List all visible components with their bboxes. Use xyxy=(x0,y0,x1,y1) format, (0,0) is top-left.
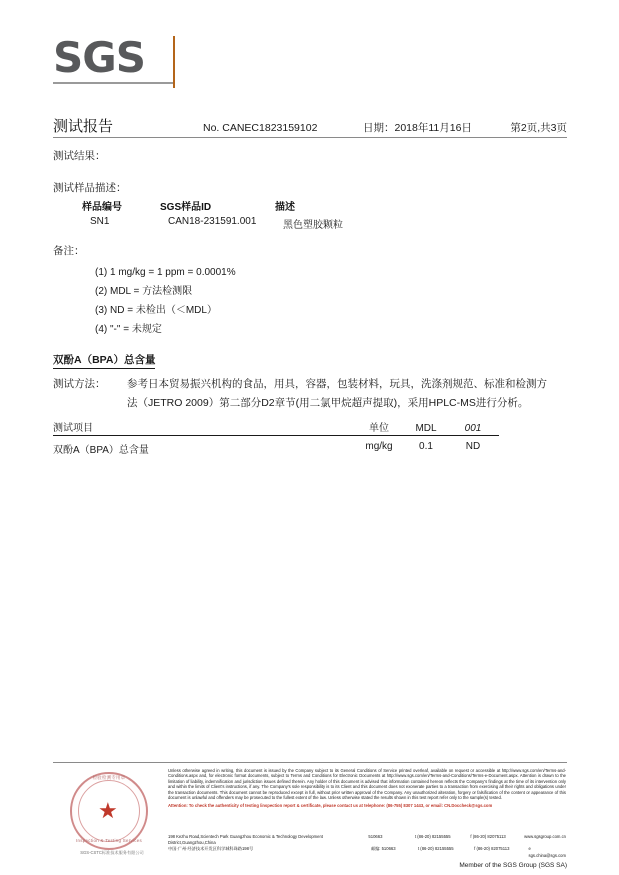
stamp-arc-bottom-text: Inspection & Testing Services xyxy=(76,838,142,843)
cell-sgs-sample-id: CAN18-231591.001 xyxy=(168,216,257,227)
address-cn: 中国·广州·经济技术开发区科学城科珠路198号 xyxy=(168,846,254,852)
col-sgs-sample-id: SGS样品ID xyxy=(160,202,212,213)
legal-attention[interactable]: Attention: To check the authenticity of testing /inspection report & certificate, please contact us at telephone: (86-755) 8307 1443, or email: CN.Doccheck@sgs.com xyxy=(168,803,493,809)
stamp-caption-left: SGS-CSTC标准技术服务有限公司 xyxy=(80,850,144,855)
official-stamp xyxy=(62,770,166,862)
footer-address xyxy=(168,834,566,859)
sample-table-header xyxy=(82,198,552,213)
report-number: No. CANEC1823159102 xyxy=(203,122,318,134)
logo-block xyxy=(53,33,173,84)
logo-accent-bar xyxy=(173,36,175,88)
address-row-cn xyxy=(168,846,566,858)
legal-notice xyxy=(168,768,566,809)
tel-en: t (86-20) 82155555 xyxy=(414,834,451,839)
cell-unit: mg/kg xyxy=(365,441,393,452)
col-description: 描述 xyxy=(275,202,295,213)
col-sample-no: 样品编号 xyxy=(82,202,122,213)
logo-underline xyxy=(53,82,173,84)
zip-cn: 邮编: 510663 xyxy=(370,846,396,852)
result-label: 测试结果： xyxy=(53,150,106,162)
col-sample-001: 001 xyxy=(447,423,499,436)
cell-result: ND xyxy=(465,441,481,452)
list-item: (1) 1 mg/kg = 1 ppm = 0.0001% xyxy=(95,267,236,278)
list-item: (2) MDL = 方法检测限 xyxy=(95,286,193,297)
report-header-row xyxy=(53,115,567,136)
section-title-bpa: 双酚A（BPA）总含量 xyxy=(53,352,155,369)
report-date: 日期：2018年11月16日 xyxy=(363,122,472,134)
page-number: 第2页,共3页 xyxy=(510,122,567,134)
results-table-header xyxy=(53,419,553,436)
cell-sample-no: SN1 xyxy=(90,216,110,227)
results-table xyxy=(53,419,553,456)
fax-cn: f (86-20) 82075113 xyxy=(474,846,510,852)
sample-table xyxy=(82,198,552,231)
member-note: Member of the SGS Group (SGS SA) xyxy=(459,862,567,869)
col-unit: 单位 xyxy=(353,419,405,436)
address-en: 198 Kezhu Road,Scientech Park Guangzhou Economic & Technology Development District,Guangzhou,China xyxy=(168,834,323,846)
remark-list xyxy=(95,263,236,339)
header-divider xyxy=(53,137,567,138)
remark-label: 备注： xyxy=(53,245,85,257)
email[interactable]: e sgs.china@sgs.com xyxy=(528,846,567,858)
tel-cn: t (86-20) 82155555 xyxy=(417,846,454,852)
test-method-label: 测试方法： xyxy=(53,378,106,390)
fax-en: f (86-20) 82075113 xyxy=(470,834,506,839)
col-test-item: 测试项目 xyxy=(53,419,353,436)
footer-divider xyxy=(53,762,567,763)
sample-description-label: 测试样品描述： xyxy=(53,182,127,194)
cell-description: 黑色塑胶颗粒 xyxy=(283,220,343,231)
sgs-logo: SGS xyxy=(53,33,145,82)
star-icon: ★ xyxy=(98,798,118,823)
cell-mdl: 0.1 xyxy=(419,441,433,452)
zip-en: 510663 xyxy=(368,834,383,839)
website[interactable]: www.sgsgroup.com.cn xyxy=(524,834,567,839)
table-row xyxy=(82,216,552,231)
stamp-arc-top-text: 检验检测专用章 xyxy=(92,775,126,780)
list-item: (3) ND = 未检出（＜MDL） xyxy=(95,305,217,316)
table-row xyxy=(53,441,553,456)
col-mdl: MDL xyxy=(405,423,447,436)
legal-paragraph: Unless otherwise agreed in writing, this document is issued by the Company subject to its General Conditions of Service printed overleaf, available on request or accessible at http://www.sgs.com/en/Terms-and-Conditions.aspx and, for electronic format documents, subject to Terms and Conditions for Electronic Documents at http://www.sgs.com/en/Terms-and-Conditions/Terms-e-Document.aspx. Attention is drawn to the limitation of liability, indemnification and jurisdiction issues defined therein. Any holder of this document is advised that information contained hereon reflects the Company's findings at the time of its intervention only and within the limits of Client's instructions, if any. The Company's sole responsibility is to its Client and this document does not exonerate parties to a transaction from exercising all their rights and obligations under the transaction documents. This document cannot be reproduced except in full, without prior written approval of the Company. Any unauthorized alteration, forgery or falsification of the content or appearance of this document is unlawful and offenders may be prosecuted to the fullest extent of the law. Unless otherwise stated the results shown in this test report refer only to the sample(s) tested. xyxy=(168,768,566,801)
cell-test-item: 双酚A（BPA）总含量 xyxy=(53,445,149,456)
list-item: (4) "-" = 未规定 xyxy=(95,324,162,335)
test-method-text: 参考日本贸易振兴机构的食品，用具，容器，包装材料，玩具，洗涤剂规范、标准和检测方法（JETRO 2009）第二部分D2章节(用二氯甲烷超声提取)，采用HPLC-MS进行分析。 xyxy=(127,378,547,409)
address-row-en xyxy=(168,834,566,846)
page-title: 测试报告 xyxy=(53,118,114,135)
